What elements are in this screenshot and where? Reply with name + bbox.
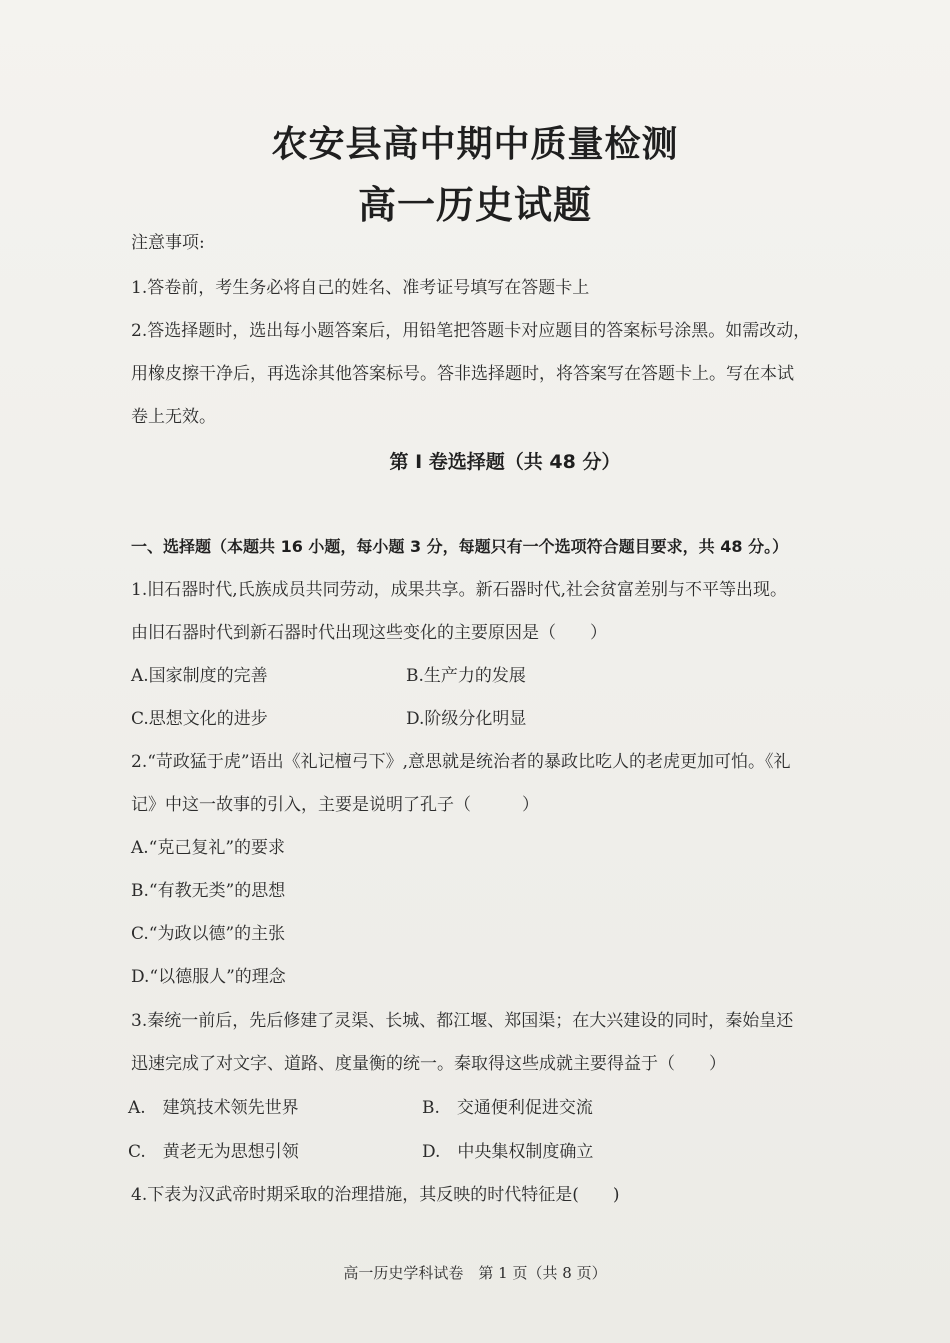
- question-1-option-a: A.国家制度的完善: [131, 666, 268, 686]
- question-1-stem-line-1: 1.旧石器时代,氏族成员共同劳动，成果共享。新石器时代,社会贫富差别与不平等出现。: [131, 580, 788, 600]
- question-3-option-c: C. 黄老无为思想引领: [128, 1142, 299, 1162]
- question-3-option-b: B. 交通便利促进交流: [422, 1098, 593, 1118]
- exam-subtitle: 高一历史试题: [357, 183, 592, 227]
- part-heading: 一、选择题（本题共 16 小题，每小题 3 分，每题只有一个选项符合题目要求，共 48 分。）: [131, 537, 789, 556]
- question-2-option-a: A.“克己复礼”的要求: [131, 838, 286, 858]
- question-2-option-b: B.“有教无类”的思想: [131, 881, 286, 901]
- notice-item-2-line-2: 用橡皮擦干净后，再选涂其他答案标号。答非选择题时，将答案写在答题卡上。写在本试: [131, 364, 794, 384]
- question-2-stem-line-1: 2.“苛政猛于虎”语出《礼记檀弓下》,意思就是统治者的暴政比吃人的老虎更加可怕。《礼: [131, 752, 791, 772]
- question-2-stem-line-2: 记》中这一故事的引入，主要是说明了孔子（ ）: [131, 795, 539, 815]
- question-2-option-c: C.“为政以德”的主张: [131, 924, 286, 944]
- question-1-option-d: D.阶级分化明显: [406, 709, 527, 729]
- notice-heading: 注意事项:: [131, 233, 205, 253]
- question-2-option-d: D.“以德服人”的理念: [131, 967, 286, 987]
- notice-item-2-line-1: 2.答选择题时，选出每小题答案后，用铅笔把答题卡对应题目的答案标号涂黑。如需改动，: [131, 321, 811, 341]
- question-1-option-c: C.思想文化的进步: [131, 709, 268, 729]
- section-title: 第 I 卷选择题（共 48 分）: [389, 451, 621, 473]
- exam-title: 农安县高中期中质量检测: [271, 124, 679, 165]
- page-footer: 高一历史学科试卷 第 1 页（共 8 页）: [343, 1264, 607, 1282]
- notice-item-2-line-3: 卷上无效。: [131, 407, 216, 427]
- question-1-stem-line-2: 由旧石器时代到新石器时代出现这些变化的主要原因是（ ）: [131, 623, 607, 643]
- question-3-option-a: A. 建筑技术领先世界: [128, 1098, 299, 1118]
- notice-item-1: 1.答卷前，考生务必将自己的姓名、准考证号填写在答题卡上: [131, 278, 590, 298]
- question-3-stem-line-1: 3.秦统一前后，先后修建了灵渠、长城、都江堰、郑国渠；在大兴建设的同时，秦始皇还: [131, 1011, 794, 1031]
- question-1-option-b: B.生产力的发展: [406, 666, 526, 686]
- question-3-stem-line-2: 迅速完成了对文字、道路、度量衡的统一。秦取得这些成就主要得益于（ ）: [131, 1054, 726, 1074]
- question-3-option-d: D. 中央集权制度确立: [422, 1142, 594, 1162]
- question-4-stem-line-1: 4.下表为汉武帝时期采取的治理措施，其反映的时代特征是( ): [131, 1185, 620, 1205]
